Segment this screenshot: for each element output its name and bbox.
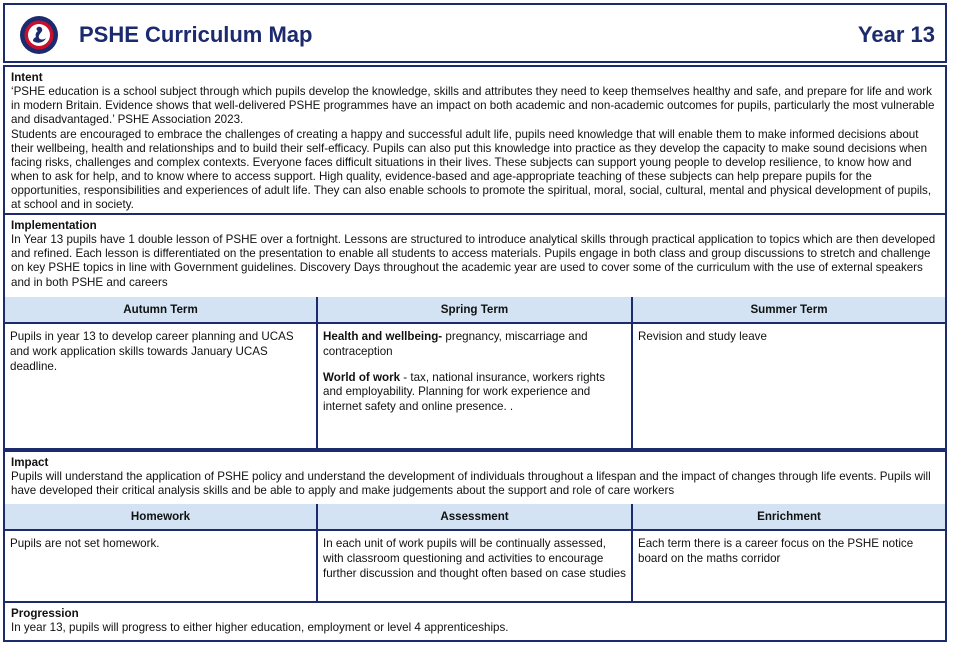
spring-item-health-text: pregnancy, miscarriage and contraception	[323, 330, 588, 358]
summer-term-header: Summer Term	[633, 297, 945, 324]
intent-heading: Intent	[11, 71, 43, 84]
progression-text: In year 13, pupils will progress to either higher education, employment or level 4 apprenticeships.	[11, 621, 509, 635]
summer-term-content	[633, 324, 945, 448]
homework-assessment-table	[3, 504, 947, 603]
spring-term-header: Spring Term	[318, 297, 633, 324]
impact-heading: Impact	[11, 456, 49, 469]
progression-heading: Progression	[11, 607, 79, 620]
enrichment-header: Enrichment	[633, 504, 945, 531]
school-crest-icon	[19, 15, 59, 55]
homework-text: Pupils are not set homework.	[10, 537, 160, 550]
spring-term-content	[318, 324, 633, 448]
year-label: Year 13	[857, 22, 935, 47]
enrichment-text: Each term there is a career focus on the PSHE notice board on the maths corridor	[638, 537, 914, 565]
summer-term-text: Revision and study leave	[638, 330, 767, 343]
implementation-heading: Implementation	[11, 219, 97, 232]
homework-header: Homework	[5, 504, 318, 531]
spring-item-work-text: - tax, national insurance, workers rights and employability. Planning for work experience and internet safety and online presence. .	[323, 370, 605, 414]
enrichment-content	[633, 531, 945, 601]
impact-section	[3, 450, 947, 506]
intent-section	[3, 65, 947, 215]
autumn-term-text: Pupils in year 13 to develop career planning and UCAS and work application skills towards January UCAS deadline.	[10, 330, 294, 373]
assessment-text: In each unit of work pupils will be continually assessed, with classroom questioning and activities to encourage further discussion and thought often based on case studies	[323, 537, 626, 580]
assessment-content	[318, 531, 633, 601]
page-header	[3, 3, 947, 63]
spring-item-health-title: Health and wellbeing-	[323, 330, 443, 343]
spring-item-health	[323, 330, 626, 360]
spring-item-work-title: World of work	[323, 370, 401, 384]
assessment-header: Assessment	[318, 504, 633, 531]
intent-paragraph-2: Students are encouraged to embrace the challenges of creating a happy and successful adult life, pupils need knowledge that will enable them to make informed decisions about their wellbeing, health and relationships and to build their self-efficacy. Pupils can also put this knowledge into practice as they develop the capacity to make sound decisions when facing risks, challenges and complex contexts. Everyone faces difficult situations in their lives. These subjects can support young people to develop resilience, to know how and when to ask for help, and to know where to access support. High quality, evidence-based and age-appropriate teaching of these subjects can help prepare pupils for the opportunities, responsibilities and experiences of adult life. They can also enable schools to promote the spiritual, moral, social, cultural, mental and physical development of pupils, at school and in society.	[11, 127, 932, 212]
page-title: PSHE Curriculum Map	[79, 22, 313, 47]
autumn-term-header: Autumn Term	[5, 297, 318, 324]
implementation-section	[3, 213, 947, 299]
spring-item-work	[323, 371, 626, 415]
impact-text: Pupils will understand the application of PSHE policy and understand the development of individuals throughout a lifespan and the impact of changes through life events. Pupils will have developed their critical analysis skills and be able to apply and make judgements about the support and role of care workers	[11, 470, 931, 498]
homework-content	[5, 531, 318, 601]
implementation-text: In Year 13 pupils have 1 double lesson of PSHE over a fortnight. Lessons are structured to introduce analytical skills through practical application to topics which are then developed and refined. Each lesson is differentiated on the presentation to enable all students to access materials. Pupils engage in both class and group discussions to stretch and challenge on key PSHE topics in line with Government guidelines. Discovery Days throughout the academic year are used to cover some of the curriculum with the use of external speakers and in both PSHE and careers	[11, 233, 936, 289]
progression-section	[3, 601, 947, 642]
autumn-term-content	[5, 324, 318, 448]
terms-table	[3, 297, 947, 450]
intent-paragraph-1: ‘PSHE education is a school subject through which pupils develop the knowledge, skills and attributes they need to keep themselves healthy and safe, and prepare for life and work in modern Britain. Evidence shows that well-delivered PSHE programmes have an impact on both academic and non-academic outcomes for pupils, particularly the most vulnerable and disadvantaged.’ PSHE Association 2023.	[11, 85, 935, 127]
